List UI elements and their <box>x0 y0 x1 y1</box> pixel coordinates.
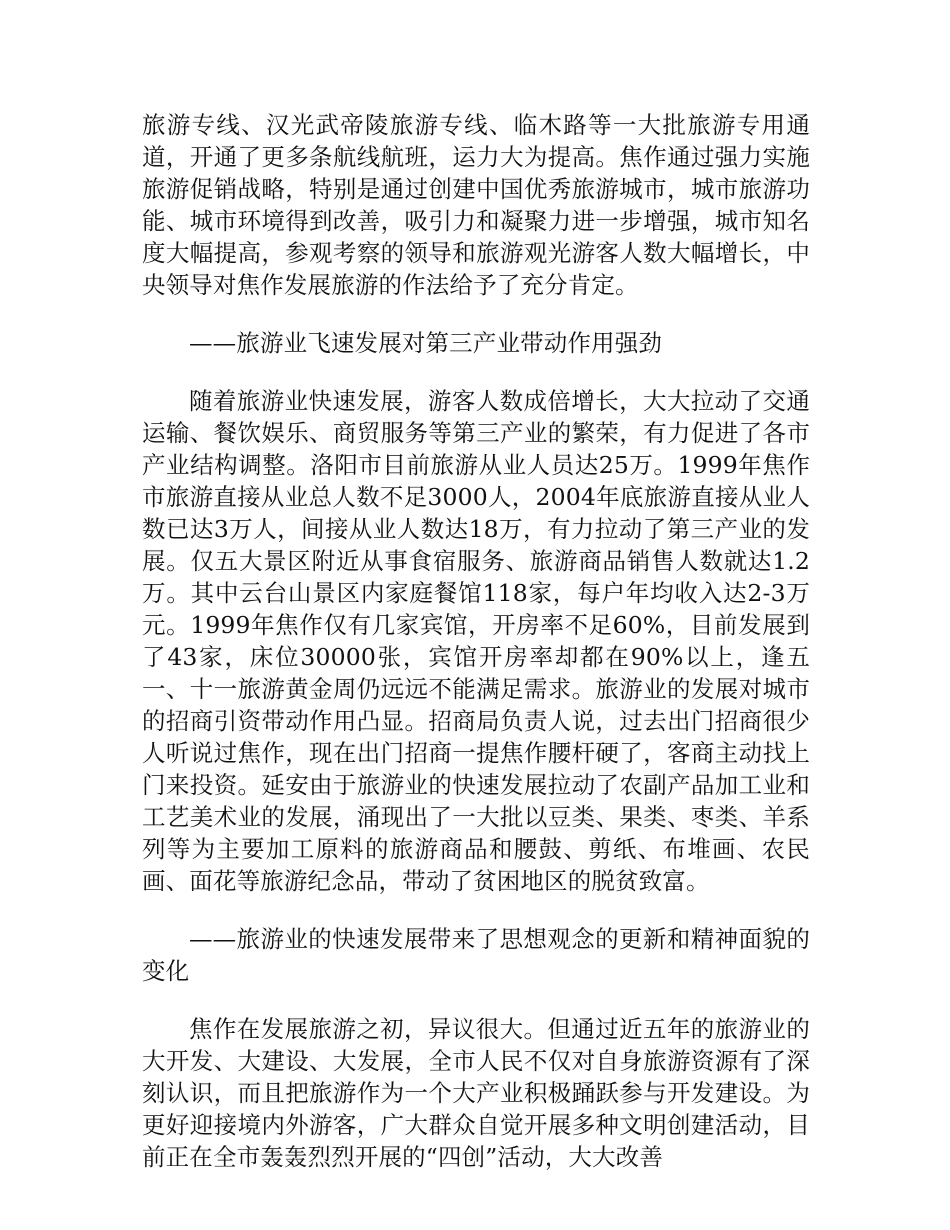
section-heading-tertiary-industry: ——旅游业飞速发展对第三产业带动作用强劲 <box>189 329 662 357</box>
body-paragraph-mindset-change: 焦作在发展旅游之初，异议很大。但通过近五年的旅游业的大开发、大建设、大发展，全市人民不仅对自身旅游资源有了深刻认识，而且把旅游作为一个大产业积极踊跃参与开发建设。为更好迎接境内外游客，广大群众自觉开展多种文明创建活动，目前正在全市轰轰烈烈开展的“四创”活动，大大改善 <box>142 1015 810 1171</box>
section-heading-mindset-change: ——旅游业的快速发展带来了思想观念的更新和精神面貌的变化 <box>142 925 810 985</box>
body-paragraph-1: 旅游专线、汉光武帝陵旅游专线、临木路等一大批旅游专用通道，开通了更多条航线航班，运力大为提高。焦作通过强力实施旅游促销战略，特别是通过创建中国优秀旅游城市，城市旅游功能、城市环境得到改善，吸引力和凝聚力进一步增强，城市知名度大幅提高，参观考察的领导和旅游观光游客人数大幅增长，中央领导对焦作发展旅游的作法给予了充分肯定。 <box>142 111 810 299</box>
paragraph-spacer <box>142 301 810 327</box>
document-page <box>142 109 810 1173</box>
paragraph-spacer <box>142 359 810 385</box>
paragraph-spacer <box>142 897 810 923</box>
body-paragraph-tertiary-industry: 随着旅游业快速发展，游客人数成倍增长，大大拉动了交通运输、餐饮娱乐、商贸服务等第三产业的繁荣，有力促进了各市产业结构调整。洛阳市目前旅游从业人员达25万。1999年焦作市旅游直接从业总人数不足3000人，2004年底旅游直接从业人数已达3万人，间接从业人数达18万，有力拉动了第三产业的发展。仅五大景区附近从事食宿服务、旅游商品销售人数就达1.2万。其中云台山景区内家庭餐馆118家，每户年均收入达2-3万元。1999年焦作仅有几家宾馆，开房率不足60%，目前发展到了43家，床位30000张，宾馆开房率却都在90%以上，逢五一、十一旅游黄金周仍远远不能满足需求。旅游业的发展对城市的招商引资带动作用凸显。招商局负责人说，过去出门招商很少人听说过焦作，现在出门招商一提焦作腰杆硬了，客商主动找上门来投资。延安由于旅游业的快速发展拉动了农副产品加工业和工艺美术业的发展，涌现出了一大批以豆类、果类、枣类、羊系列等为主要加工原料的旅游商品和腰鼓、剪纸、布堆画、农民画、面花等旅游纪念品，带动了贫困地区的脱贫致富。 <box>142 387 810 895</box>
paragraph-spacer <box>142 987 810 1013</box>
